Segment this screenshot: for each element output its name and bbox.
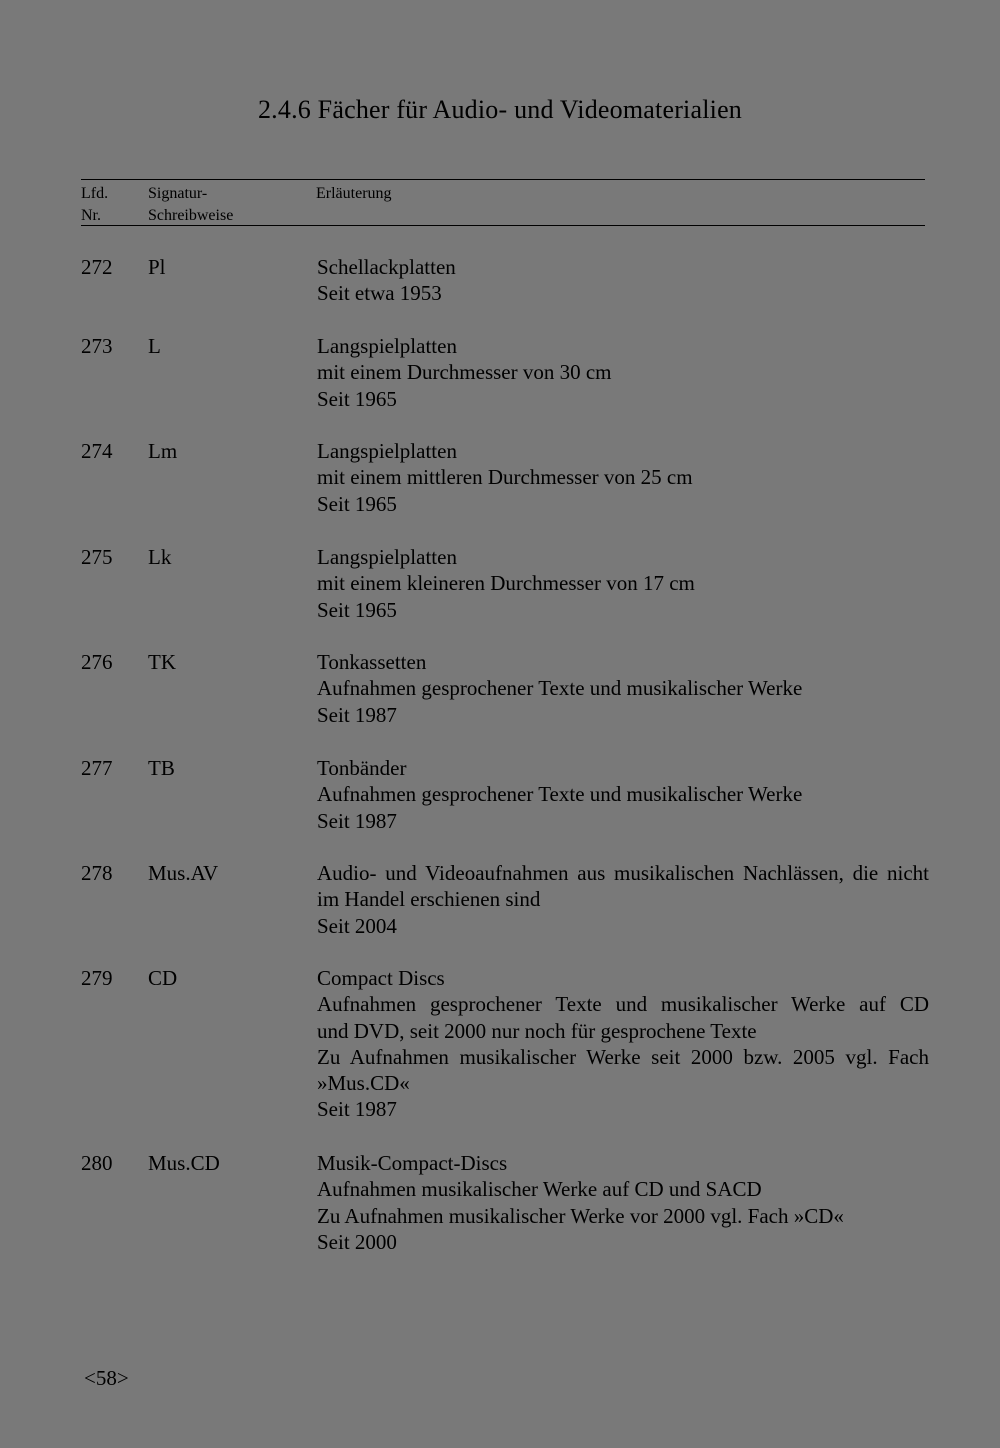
entry-number: 279	[81, 966, 113, 990]
entry-line: Audio- und Videoaufnahmen aus musikalischen Nachlässen, die nicht	[317, 861, 929, 885]
entry-signature: CD	[148, 966, 178, 990]
page-number: <58>	[84, 1366, 129, 1390]
header-nr-line1: Lfd.	[81, 185, 109, 202]
entry-line: Aufnahmen musikalischer Werke auf CD und SACD	[317, 1177, 762, 1202]
entry-line: Zu Aufnahmen musikalischer Werke seit 2000 bzw. 2005 vgl. Fach	[317, 1044, 929, 1069]
entry-line: »Mus.CD«	[317, 1071, 410, 1096]
entry-description	[317, 755, 929, 834]
entry-line: und DVD, seit 2000 nur noch für gesprochene Texte	[317, 1018, 757, 1043]
entry-line: mit einem mittleren Durchmesser von 25 cm	[317, 465, 693, 490]
entry-line: Seit 1965	[317, 386, 397, 411]
entry-line: Aufnahmen gesprochener Texte und musikalischer Werke	[317, 676, 803, 701]
entry-number: 274	[81, 439, 113, 463]
header-erl-label: Erläuterung	[316, 185, 392, 202]
entry-line: Seit 1965	[317, 597, 397, 622]
entry-description	[317, 544, 929, 623]
entry-description	[317, 438, 929, 517]
header-nr	[81, 183, 108, 227]
entry-line: Seit 1965	[317, 491, 397, 516]
entry-signature: L	[148, 334, 161, 358]
entry-line: Aufnahmen gesprochener Texte und musikalischer Werke auf CD	[317, 992, 929, 1017]
entry-line: mit einem kleineren Durchmesser von 17 cm	[317, 571, 695, 596]
header-sig-line1: Signatur-	[148, 185, 208, 202]
header-nr-line2: Nr.	[81, 207, 101, 224]
entry-line: Seit etwa 1953	[317, 281, 442, 306]
entry-line: Seit 1987	[317, 808, 397, 833]
entry-line: Seit 1987	[317, 702, 397, 727]
entry-number: 273	[81, 334, 113, 358]
entry-line: Musik-Compact-Discs	[317, 1151, 508, 1175]
entry-line: Tonkassetten	[317, 650, 427, 674]
entry-number: 276	[81, 650, 113, 674]
entry-number: 275	[81, 545, 113, 569]
entry-signature: Mus.AV	[148, 861, 219, 885]
entry-line: im Handel erschienen sind	[317, 887, 541, 912]
entry-line: Langspielplatten	[317, 439, 457, 463]
entry-number: 280	[81, 1151, 113, 1175]
header-sig-line2: Schreibweise	[148, 207, 234, 224]
entry-signature: TK	[148, 650, 176, 674]
header-signatur	[148, 183, 233, 227]
entry-line: Seit 2004	[317, 913, 397, 938]
entry-line: Langspielplatten	[317, 334, 457, 358]
entry-signature: Pl	[148, 255, 166, 279]
entry-line: Langspielplatten	[317, 545, 457, 569]
entry-signature: Mus.CD	[148, 1151, 220, 1175]
entry-number: 272	[81, 255, 113, 279]
entry-description	[317, 649, 929, 728]
entry-line: Schellackplatten	[317, 255, 456, 279]
entry-number: 277	[81, 756, 113, 780]
entry-line: Zu Aufnahmen musikalischer Werke vor 2000 vgl. Fach »CD«	[317, 1203, 844, 1228]
entry-line: Seit 2000	[317, 1229, 397, 1254]
page-title: 2.4.6 Fächer für Audio- und Videomaterialien	[257, 95, 743, 124]
entry-number: 278	[81, 861, 113, 885]
entry-description	[317, 1150, 929, 1255]
entry-description	[317, 965, 929, 1123]
entry-signature: Lm	[148, 439, 178, 463]
entry-signature: TB	[148, 756, 175, 780]
entry-line: Compact Discs	[317, 966, 445, 990]
entry-description	[317, 254, 929, 307]
entry-line: Aufnahmen gesprochener Texte und musikalischer Werke	[317, 782, 803, 807]
entry-signature: Lk	[148, 545, 172, 569]
entry-line: Tonbänder	[317, 756, 407, 780]
entry-line: Seit 1987	[317, 1097, 397, 1122]
entry-line: mit einem Durchmesser von 30 cm	[317, 360, 612, 385]
table-header-rule	[81, 225, 925, 226]
table-top-rule	[81, 179, 925, 180]
entry-description	[317, 860, 929, 939]
entry-description	[317, 333, 929, 412]
header-erlaeuterung	[316, 183, 392, 205]
